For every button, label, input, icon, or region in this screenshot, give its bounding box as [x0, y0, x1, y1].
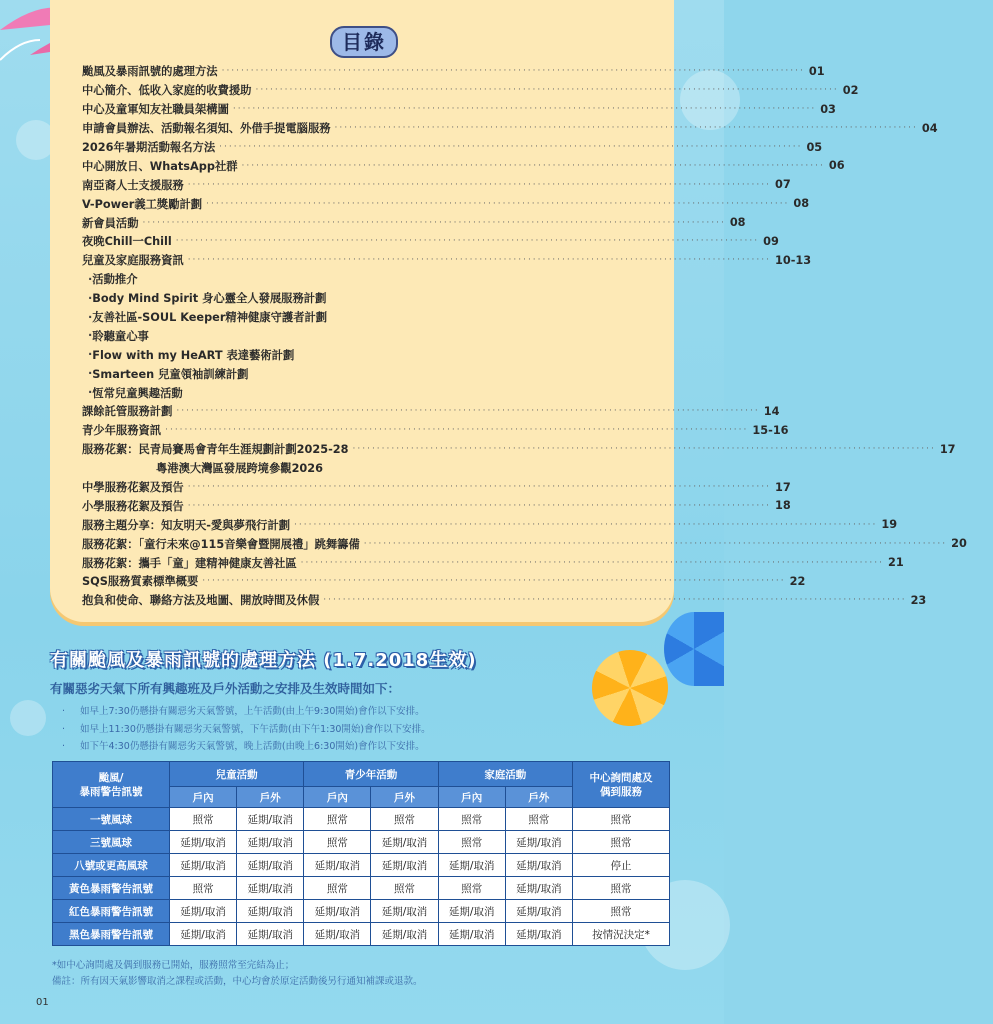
table-row: [53, 877, 670, 900]
toc-item: [82, 534, 967, 553]
toc-item-page: 08: [729, 216, 746, 230]
toc-item-page: 09: [763, 234, 779, 248]
toc-item: [82, 100, 836, 119]
toc-item-label: 活動推介: [92, 273, 138, 287]
toc-item: [82, 402, 780, 421]
toc-item: [82, 496, 791, 515]
toc-item: [82, 138, 823, 157]
leader-dots: ························································································································: [187, 179, 771, 190]
notes-list: [62, 703, 431, 756]
bullet-icon: ·: [88, 291, 93, 305]
section-title: 有關颱風及暴雨訊號的處理方法 (1.7.2018生效): [50, 650, 477, 671]
signal-label: 三號風球: [53, 831, 170, 854]
toc-item-label: Flow with my HeART 表達藝術計劃: [92, 348, 295, 362]
arrangement-cell: 延期/取消: [237, 854, 304, 877]
toc-list: [82, 62, 967, 610]
leader-dots: ························································································································: [323, 595, 907, 606]
arrangement-cell: 照常: [371, 877, 438, 900]
toc-item: [82, 440, 956, 459]
toc-item-page: 15-16: [752, 423, 789, 437]
leader-dots: ························································································································: [334, 123, 918, 134]
enquiry-header: 中心詢問處及 偶到服務: [573, 762, 670, 808]
group-header: 兒童活動: [170, 762, 304, 787]
page-number: 01: [36, 997, 49, 1008]
toc-item-label: 兒童及家庭服務資訊: [82, 254, 184, 268]
toc-item-label: 颱風及暴雨訊號的處理方法: [82, 65, 218, 79]
table-row: [53, 808, 670, 831]
toc-item: [82, 156, 845, 175]
table-row: [53, 854, 670, 877]
table-corner-header: 颱風/ 暴雨警告訊號: [53, 762, 170, 808]
leader-dots: ························································································································: [294, 519, 878, 530]
arrangement-cell: 延期/取消: [505, 923, 572, 946]
toc-item-label: 2026年暑期活動報名方法: [82, 141, 216, 154]
leader-dots: ························································································································: [232, 104, 817, 115]
arrangement-cell: 延期/取消: [237, 808, 304, 831]
arrangement-cell: 按情況決定*: [573, 923, 670, 946]
toc-item-label: Body Mind Spirit 身心靈全人發展服務計劃: [92, 292, 327, 306]
toc-item: [82, 515, 898, 534]
toc-item: [82, 308, 622, 327]
arrangement-cell: 延期/取消: [371, 923, 438, 946]
note-item: · 如下午4:30仍懸掛有關惡劣天氣警號，晚上活動(由晚上6:30開始)會作以下安排。: [62, 738, 431, 756]
toc-item-page: 01: [808, 64, 825, 78]
toc-item-page: 07: [775, 178, 791, 192]
toc-item-page: 02: [842, 83, 859, 97]
toc-item-page: 21: [887, 556, 904, 570]
arrangement-cell: 延期/取消: [237, 900, 304, 923]
arrangement-cell: 照常: [505, 808, 572, 831]
toc-item: [82, 591, 927, 610]
toc-item-page: 17: [775, 480, 791, 494]
leader-dots: ························································································································: [142, 217, 726, 228]
leader-dots: ························································································································: [165, 425, 749, 436]
toc-item: [82, 553, 904, 572]
leader-dots: ························································································································: [187, 482, 771, 493]
arrangement-cell: 照常: [438, 877, 505, 900]
leader-dots: ························································································································: [221, 66, 805, 77]
leader-dots: ························································································································: [352, 444, 936, 455]
bullet-icon: ·: [88, 386, 93, 400]
toc-item-label: 夜晚Chill一Chill: [82, 235, 172, 249]
group-header: 青少年活動: [304, 762, 438, 787]
arrangement-cell: 延期/取消: [304, 900, 371, 923]
arrangement-cell: 延期/取消: [438, 854, 505, 877]
signal-label: 八號或更高風球: [53, 854, 170, 877]
arrangement-cell: 延期/取消: [371, 831, 438, 854]
toc-item-label: 申請會員辦法、活動報名須知、外借手提電腦服務: [82, 122, 331, 136]
toc-item: [82, 119, 938, 138]
arrangement-cell: 延期/取消: [170, 854, 237, 877]
bullet-icon: ·: [88, 329, 93, 343]
toc-item-label: 服務花絮：「童行未來@115音樂會暨開展禮」跳舞籌備: [82, 537, 360, 551]
subheader-indoor: 戶內: [170, 787, 237, 808]
toc-item: [82, 81, 859, 100]
arrangement-cell: 照常: [573, 831, 670, 854]
leader-dots: ························································································································: [363, 538, 948, 549]
bullet-icon: ·: [88, 367, 93, 381]
toc-item-page: 19: [881, 518, 898, 532]
signal-label: 紅色暴雨警告訊號: [53, 900, 170, 923]
toc-item: [82, 289, 622, 308]
arrangement-cell: 延期/取消: [304, 854, 371, 877]
toc-item-label: 服務花絮：民青局賽馬會青年生涯規劃計劃2025-28: [82, 443, 349, 457]
decor-bubble: [680, 70, 740, 130]
toc-item-page: 18: [775, 499, 791, 513]
arrangement-cell: 照常: [438, 808, 505, 831]
arrangement-cell: 停止: [573, 854, 670, 877]
toc-item-label: 服務主題分享：知友明天-愛與夢飛行計劃: [82, 518, 291, 532]
toc-item-label: 南亞裔人士支援服務: [82, 178, 184, 192]
leader-dots: ························································································································: [206, 198, 790, 209]
leader-dots: ························································································································: [202, 576, 786, 587]
toc-item: [82, 194, 810, 213]
toc-title: 目錄: [330, 26, 398, 58]
signal-label: 黃色暴雨警告訊號: [53, 877, 170, 900]
arrangement-cell: 照常: [304, 808, 371, 831]
toc-item-label: 新會員活動: [82, 216, 139, 230]
subheader-indoor: 戶內: [438, 787, 505, 808]
toc-item-label: 友善社區-SOUL Keeper精神健康守護者計劃: [92, 311, 328, 325]
toc-item-label: Smarteen 兒童領袖訓練計劃: [92, 367, 249, 381]
umbrella-blue-decoration: [664, 612, 724, 686]
toc-item-page: 03: [820, 102, 836, 116]
group-header: 家庭活動: [438, 762, 572, 787]
toc-item: [82, 270, 622, 289]
toc-item-label: 抱負和使命、聯絡方法及地圖、開放時間及休假: [82, 594, 320, 608]
toc-item-page: 17: [939, 442, 956, 456]
note-item: · 如早上11:30仍懸掛有關惡劣天氣警號，下午活動(由下午1:30開始)會作以下安排。: [62, 721, 431, 739]
arrangement-cell: 照常: [438, 831, 505, 854]
arrangement-cell: 延期/取消: [170, 923, 237, 946]
toc-item: [82, 251, 812, 270]
arrangement-cell: 延期/取消: [170, 900, 237, 923]
toc-item: [82, 459, 622, 478]
bullet-icon: ·: [88, 272, 93, 286]
toc-item: [82, 232, 779, 251]
leader-dots: ························································································································: [241, 160, 825, 171]
subheader-indoor: 戶內: [304, 787, 371, 808]
toc-item-page: 14: [763, 404, 780, 418]
subheader-outdoor: 戶外: [371, 787, 438, 808]
footnote-line: *如中心詢問處及偶到服務已開始，服務照常至完結為止；: [52, 960, 295, 971]
toc-item: [82, 326, 622, 345]
arrangement-cell: 照常: [304, 831, 371, 854]
table-row: [53, 831, 670, 854]
toc-item-page: 04: [921, 121, 938, 135]
arrangement-cell: 延期/取消: [237, 923, 304, 946]
decor-bubble: [10, 700, 46, 736]
toc-item-label: 中心及童軍知友社職員架構圖: [82, 103, 229, 117]
toc-item: [82, 572, 806, 591]
arrangement-cell: 延期/取消: [170, 831, 237, 854]
toc-item: [82, 383, 622, 402]
toc-item-label: 粵港澳大灣區發展跨境參觀2026: [156, 462, 324, 476]
subheader-outdoor: 戶外: [237, 787, 304, 808]
bullet-icon: ·: [88, 348, 93, 362]
leader-dots: ························································································································: [175, 236, 760, 247]
toc-item-page: 08: [793, 197, 810, 211]
toc-item-label: 聆聽童心事: [92, 329, 149, 343]
toc-item-label: V-Power義工獎勵計劃: [82, 197, 203, 211]
arrangement-cell: 照常: [170, 877, 237, 900]
leader-dots: ························································································································: [176, 406, 760, 417]
arrangement-cell: 照常: [304, 877, 371, 900]
arrangement-cell: 延期/取消: [304, 923, 371, 946]
arrangement-cell: 延期/取消: [371, 900, 438, 923]
toc-item-label: 中心簡介、低收入家庭的收費援助: [82, 84, 252, 98]
leader-dots: ························································································································: [255, 85, 839, 96]
toc-item-page: 23: [910, 593, 927, 607]
weather-arrangement-table: [52, 761, 670, 946]
toc-item-page: 05: [806, 140, 823, 154]
toc-item: [82, 175, 791, 194]
bullet-icon: ·: [88, 310, 93, 324]
note-item: · 如早上7:30仍懸掛有關惡劣天氣警號，上午活動(由上午9:30開始)會作以下安排。: [62, 703, 431, 721]
arrangement-cell: 延期/取消: [505, 900, 572, 923]
footnote-line: 備註：所有因天氣影響取消之課程或活動，中心均會於原定活動後另行通知補課或退款。: [52, 976, 423, 987]
toc-item-label: 中心開放日、WhatsApp社群: [82, 159, 238, 173]
toc-item-label: 服務花絮：攜手「童」建精神健康友善社區: [82, 556, 297, 570]
toc-item: [82, 478, 791, 497]
arrangement-cell: 照常: [170, 808, 237, 831]
subheader-outdoor: 戶外: [505, 787, 572, 808]
toc-item-label: 課餘託管服務計劃: [82, 405, 173, 419]
table-row: [53, 900, 670, 923]
toc-item: [82, 421, 789, 440]
arrangement-cell: 延期/取消: [505, 831, 572, 854]
arrangement-cell: 照常: [573, 877, 670, 900]
signal-label: 一號風球: [53, 808, 170, 831]
footnotes: [52, 958, 423, 990]
arrangement-cell: 延期/取消: [438, 923, 505, 946]
toc-item: [82, 364, 622, 383]
leader-dots: ························································································································: [300, 557, 884, 568]
toc-item-label: 恆常兒童興趣活動: [92, 386, 183, 400]
toc-item-label: SQS服務質素標準概要: [82, 575, 199, 589]
toc-item-page: 06: [828, 159, 845, 173]
arrangement-cell: 延期/取消: [371, 854, 438, 877]
arrangement-cell: 照常: [573, 808, 670, 831]
arrangement-cell: 延期/取消: [438, 900, 505, 923]
leader-dots: ························································································································: [219, 142, 803, 152]
arrangement-cell: 延期/取消: [505, 854, 572, 877]
table-row: [53, 923, 670, 946]
arrangement-cell: 延期/取消: [237, 831, 304, 854]
toc-item: [82, 62, 825, 81]
signal-label: 黑色暴雨警告訊號: [53, 923, 170, 946]
leader-dots: ························································································································: [187, 255, 771, 266]
toc-item: [82, 213, 746, 232]
leader-dots: ························································································································: [187, 500, 771, 511]
arrangement-cell: 延期/取消: [237, 877, 304, 900]
toc-item-page: 22: [789, 574, 806, 588]
arrangement-cell: 照常: [371, 808, 438, 831]
toc-item-page: 10-13: [775, 253, 812, 267]
toc-item-label: 中學服務花絮及預告: [82, 481, 184, 495]
toc-item-page: 20: [951, 537, 967, 551]
toc-item: [82, 345, 622, 364]
toc-item-label: 小學服務花絮及預告: [82, 499, 184, 513]
section-subtitle: 有關惡劣天氣下所有興趣班及戶外活動之安排及生效時間如下：: [50, 681, 401, 696]
arrangement-cell: 照常: [573, 900, 670, 923]
toc-item-label: 青少年服務資訊: [82, 424, 162, 438]
arrangement-cell: 延期/取消: [505, 877, 572, 900]
